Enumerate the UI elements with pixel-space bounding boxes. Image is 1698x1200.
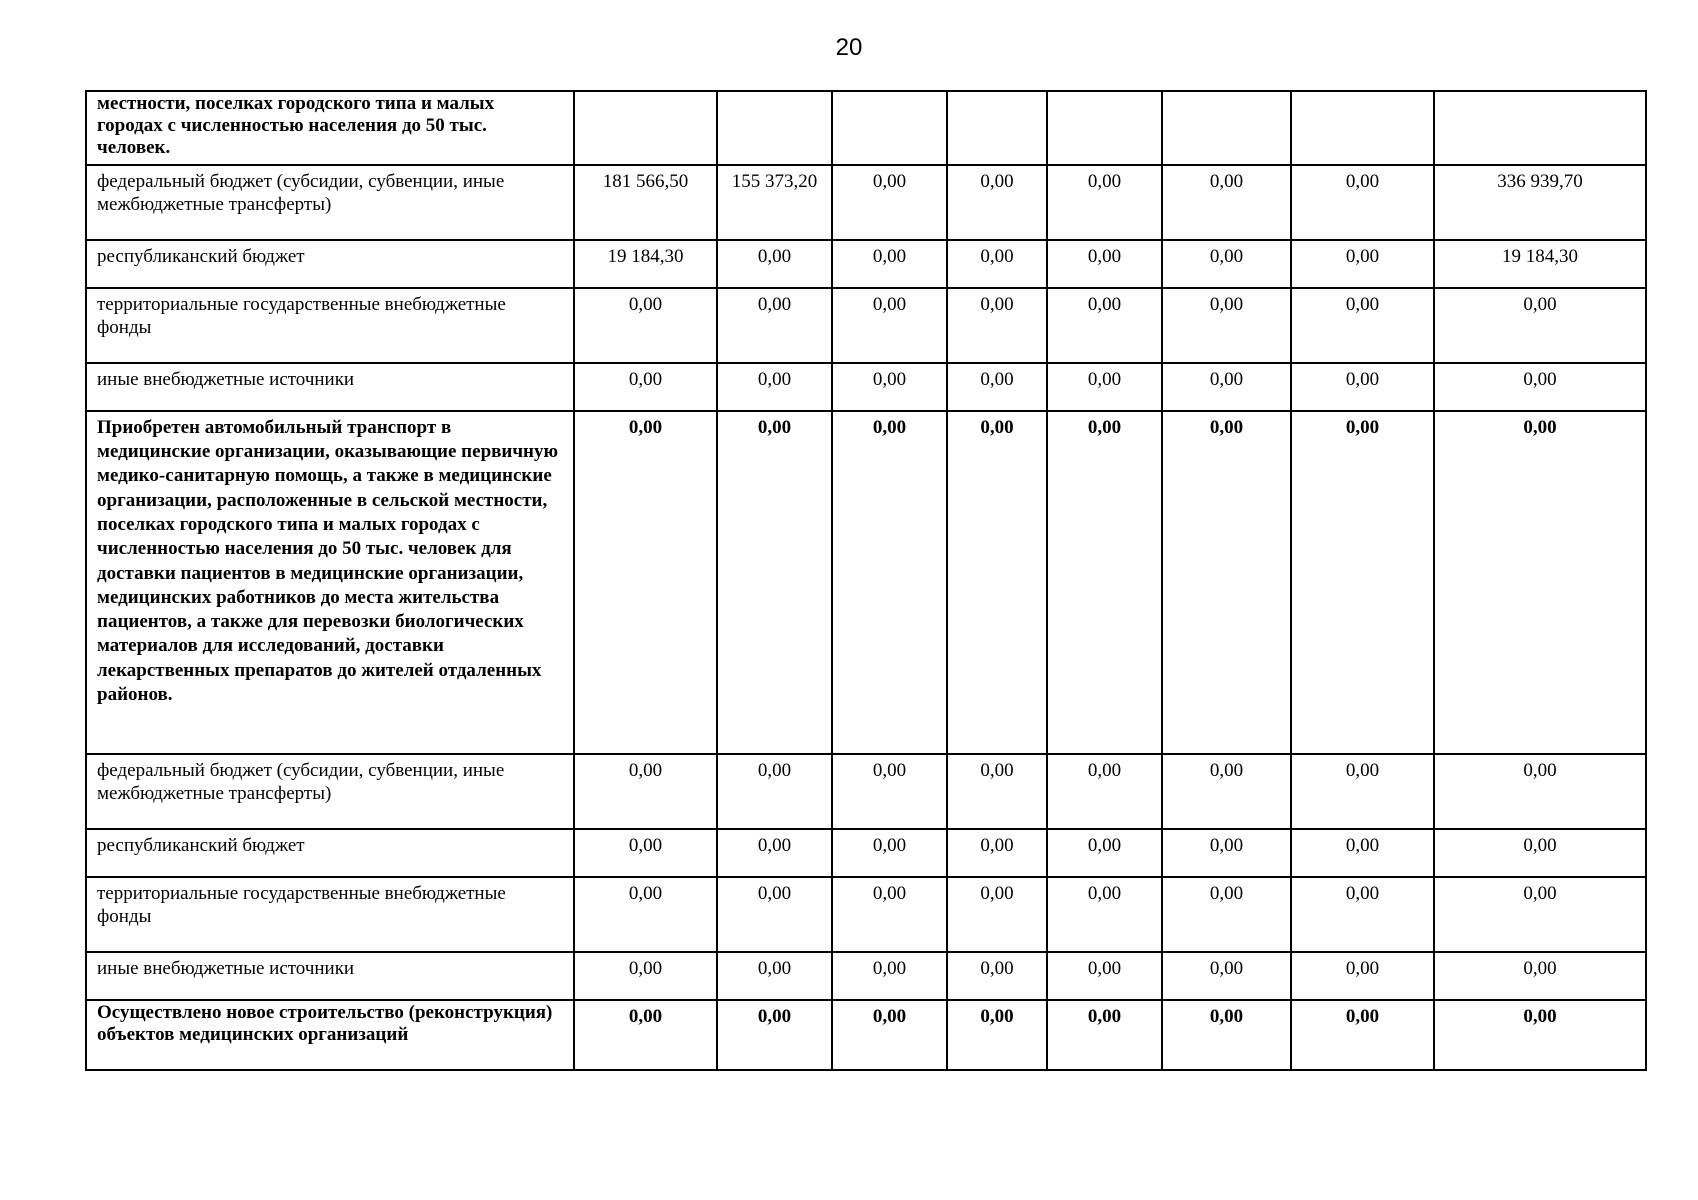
value-cell: 0,00 xyxy=(832,754,947,829)
value-cell: 0,00 xyxy=(1434,288,1646,363)
table-row xyxy=(86,952,1646,1000)
row-label: федеральный бюджет (субсидии, субвенции, иные межбюджетные трансферты) xyxy=(86,165,574,240)
table-row xyxy=(86,165,1646,240)
value-cell: 0,00 xyxy=(1162,240,1291,288)
value-cell: 336 939,70 xyxy=(1434,165,1646,240)
value-cell xyxy=(947,91,1047,165)
value-cell: 0,00 xyxy=(574,754,717,829)
value-cell: 0,00 xyxy=(1162,165,1291,240)
value-cell: 0,00 xyxy=(717,363,832,411)
value-cell: 0,00 xyxy=(574,877,717,952)
value-cell: 0,00 xyxy=(832,411,947,754)
value-cell: 0,00 xyxy=(717,877,832,952)
value-cell: 0,00 xyxy=(1047,754,1162,829)
page-number: 20 xyxy=(835,34,863,61)
value-cell: 19 184,30 xyxy=(574,240,717,288)
table-row xyxy=(86,363,1646,411)
value-cell xyxy=(832,91,947,165)
value-cell: 0,00 xyxy=(832,829,947,877)
value-cell: 0,00 xyxy=(1291,240,1434,288)
value-cell: 0,00 xyxy=(947,288,1047,363)
value-cell: 0,00 xyxy=(1047,165,1162,240)
value-cell: 0,00 xyxy=(1162,288,1291,363)
value-cell xyxy=(1162,91,1291,165)
value-cell: 0,00 xyxy=(1291,411,1434,754)
row-label: территориальные государственные внебюджетные фонды xyxy=(86,288,574,363)
value-cell: 0,00 xyxy=(717,240,832,288)
table-row xyxy=(86,754,1646,829)
value-cell: 0,00 xyxy=(1291,952,1434,1000)
value-cell: 0,00 xyxy=(1047,829,1162,877)
value-cell: 155 373,20 xyxy=(717,165,832,240)
value-cell: 0,00 xyxy=(717,411,832,754)
value-cell xyxy=(574,91,717,165)
value-cell: 0,00 xyxy=(1162,754,1291,829)
value-cell: 0,00 xyxy=(832,877,947,952)
row-label: республиканский бюджет xyxy=(86,829,574,877)
value-cell: 0,00 xyxy=(947,165,1047,240)
value-cell: 0,00 xyxy=(1434,754,1646,829)
value-cell: 0,00 xyxy=(1162,877,1291,952)
value-cell: 0,00 xyxy=(717,829,832,877)
value-cell: 0,00 xyxy=(1162,829,1291,877)
value-cell: 0,00 xyxy=(832,363,947,411)
value-cell: 0,00 xyxy=(1047,288,1162,363)
value-cell: 0,00 xyxy=(1162,952,1291,1000)
value-cell: 0,00 xyxy=(1291,877,1434,952)
value-cell: 0,00 xyxy=(1291,288,1434,363)
value-cell: 0,00 xyxy=(1047,411,1162,754)
value-cell: 0,00 xyxy=(1291,829,1434,877)
row-label: иные внебюджетные источники xyxy=(86,363,574,411)
table-row xyxy=(86,91,1646,165)
value-cell: 0,00 xyxy=(1047,240,1162,288)
value-cell: 0,00 xyxy=(1291,754,1434,829)
value-cell: 0,00 xyxy=(717,952,832,1000)
value-cell: 0,00 xyxy=(1047,1000,1162,1070)
row-label: республиканский бюджет xyxy=(86,240,574,288)
value-cell: 0,00 xyxy=(1291,363,1434,411)
value-cell: 0,00 xyxy=(947,754,1047,829)
value-cell: 0,00 xyxy=(832,288,947,363)
table-row xyxy=(86,829,1646,877)
value-cell xyxy=(717,91,832,165)
value-cell: 0,00 xyxy=(947,1000,1047,1070)
value-cell: 0,00 xyxy=(947,411,1047,754)
value-cell: 0,00 xyxy=(717,1000,832,1070)
value-cell: 0,00 xyxy=(1162,411,1291,754)
value-cell: 0,00 xyxy=(574,288,717,363)
value-cell: 0,00 xyxy=(1291,165,1434,240)
table-row xyxy=(86,288,1646,363)
value-cell: 0,00 xyxy=(1162,363,1291,411)
table-row xyxy=(86,411,1646,754)
value-cell: 0,00 xyxy=(1434,877,1646,952)
value-cell: 0,00 xyxy=(717,754,832,829)
value-cell: 0,00 xyxy=(574,1000,717,1070)
value-cell: 0,00 xyxy=(1047,877,1162,952)
value-cell: 0,00 xyxy=(1434,829,1646,877)
value-cell: 181 566,50 xyxy=(574,165,717,240)
budget-table xyxy=(85,90,1647,1071)
row-label: Приобретен автомобильный транспорт в медицинские организации, оказывающие первичную медико-санитарную помощь, а также в медицинские организации, расположенные в сельской местности, поселках городского типа и малых городах с численностью населения до 50 тыс. человек для доставки пациентов в медицинские организации, медицинских работников до места жительства пациентов, а также для перевозки биологических материалов для исследований, доставки лекарственных препаратов до жителей отдаленных районов. xyxy=(86,411,574,754)
value-cell: 0,00 xyxy=(717,288,832,363)
value-cell: 0,00 xyxy=(1434,411,1646,754)
value-cell: 0,00 xyxy=(947,363,1047,411)
table-row xyxy=(86,1000,1646,1070)
table-body xyxy=(86,91,1646,1070)
value-cell: 0,00 xyxy=(1434,952,1646,1000)
value-cell: 0,00 xyxy=(574,411,717,754)
value-cell xyxy=(1434,91,1646,165)
value-cell: 0,00 xyxy=(574,952,717,1000)
value-cell: 0,00 xyxy=(1434,1000,1646,1070)
row-label: Осуществлено новое строительство (реконструкция) объектов медицинских организаций xyxy=(86,1000,574,1070)
value-cell: 0,00 xyxy=(947,240,1047,288)
table-row xyxy=(86,240,1646,288)
row-label: местности, поселках городского типа и малых городах с численностью населения до 50 тыс. человек. xyxy=(86,91,574,165)
value-cell: 0,00 xyxy=(947,829,1047,877)
value-cell: 0,00 xyxy=(947,877,1047,952)
row-label: территориальные государственные внебюджетные фонды xyxy=(86,877,574,952)
value-cell: 0,00 xyxy=(832,952,947,1000)
value-cell: 0,00 xyxy=(1291,1000,1434,1070)
row-label: федеральный бюджет (субсидии, субвенции, иные межбюджетные трансферты) xyxy=(86,754,574,829)
value-cell: 0,00 xyxy=(832,240,947,288)
value-cell: 0,00 xyxy=(1162,1000,1291,1070)
value-cell: 0,00 xyxy=(1047,952,1162,1000)
value-cell: 0,00 xyxy=(1434,363,1646,411)
table-row xyxy=(86,877,1646,952)
value-cell: 0,00 xyxy=(947,952,1047,1000)
value-cell xyxy=(1291,91,1434,165)
row-label: иные внебюджетные источники xyxy=(86,952,574,1000)
value-cell xyxy=(1047,91,1162,165)
value-cell: 19 184,30 xyxy=(1434,240,1646,288)
value-cell: 0,00 xyxy=(832,1000,947,1070)
value-cell: 0,00 xyxy=(1047,363,1162,411)
value-cell: 0,00 xyxy=(574,829,717,877)
value-cell: 0,00 xyxy=(574,363,717,411)
value-cell: 0,00 xyxy=(832,165,947,240)
